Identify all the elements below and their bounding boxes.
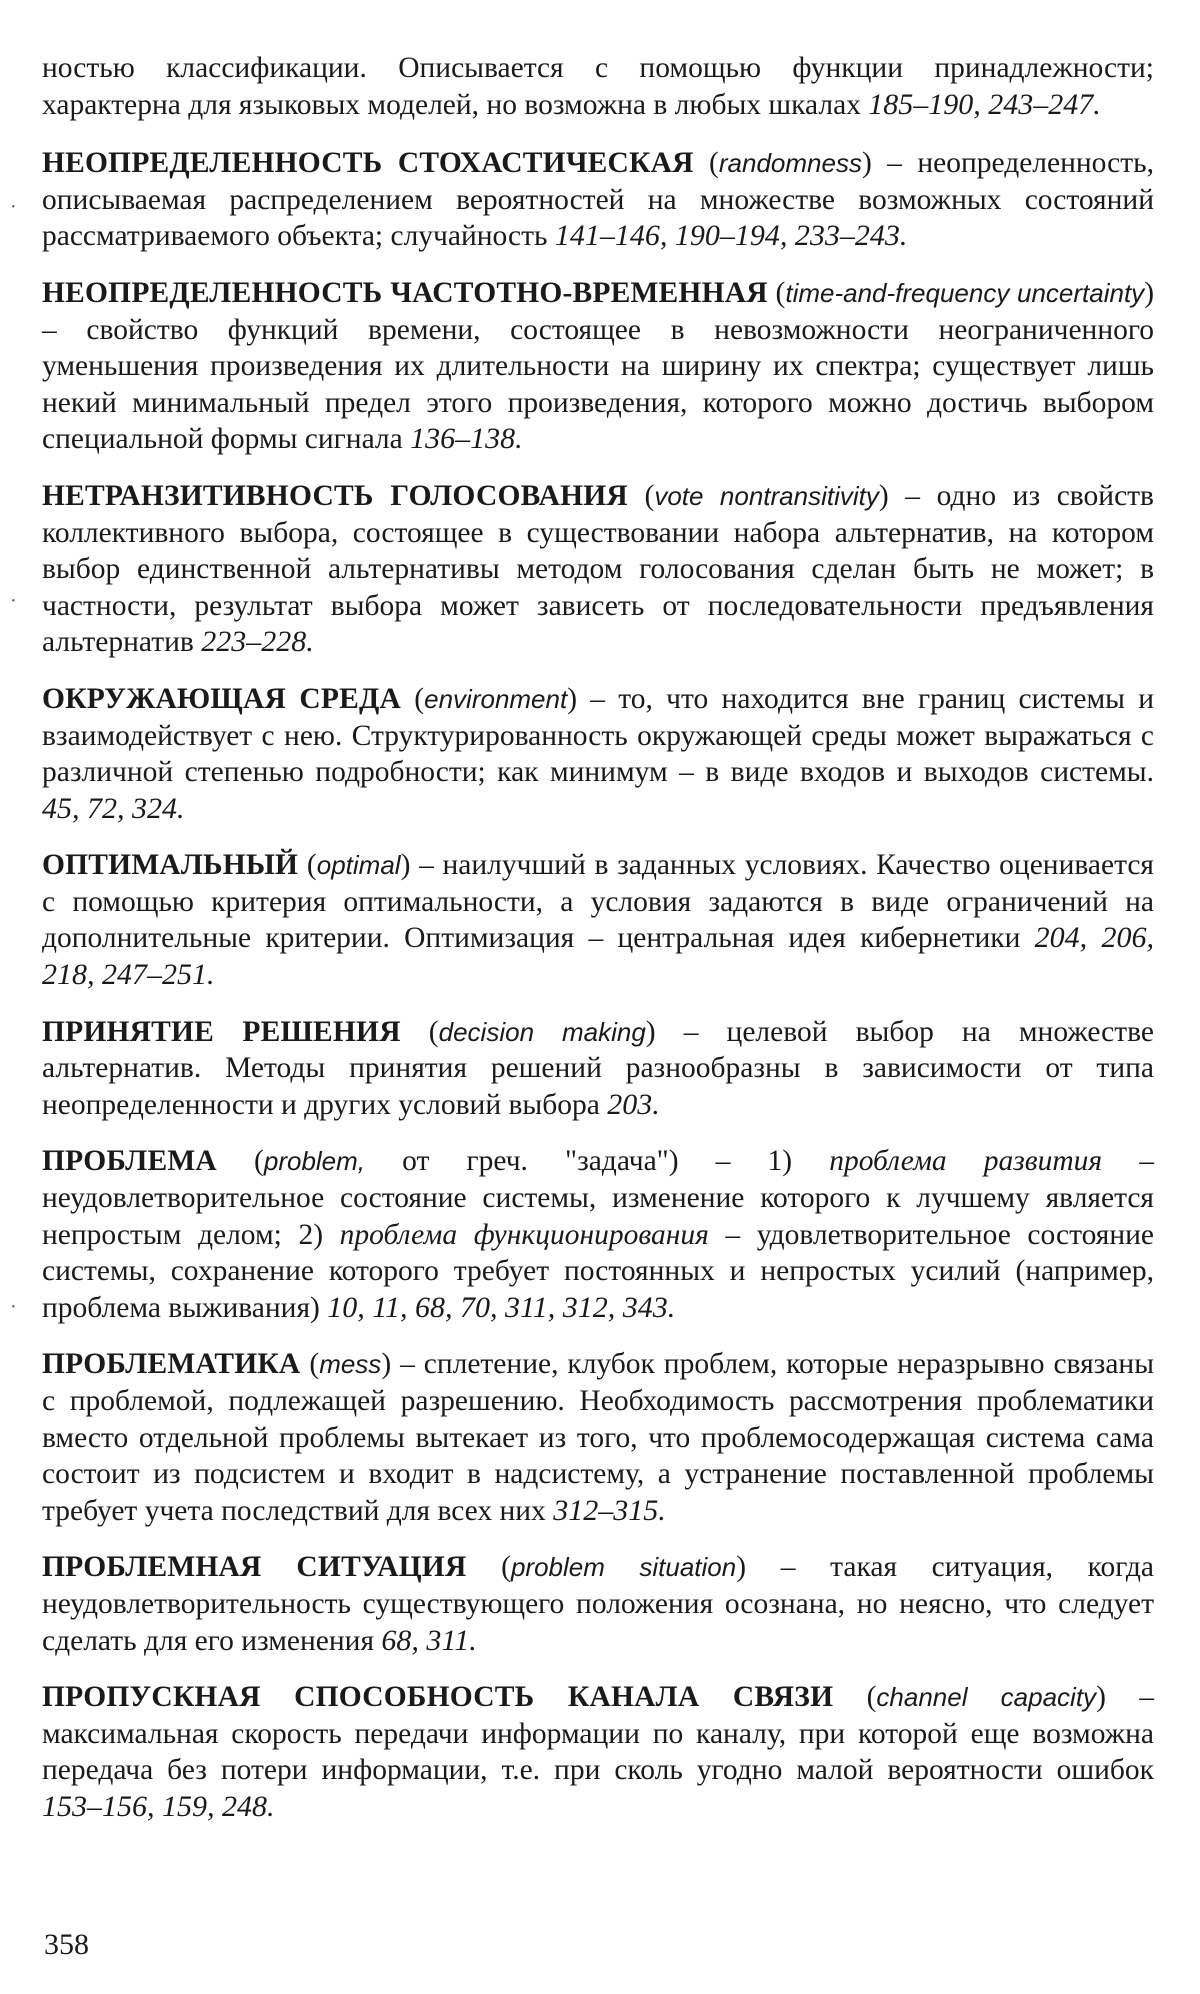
entry-english-term: vote nontransitivity [654, 480, 879, 511]
entry-term: ПРОБЛЕМА [42, 1145, 217, 1178]
entry-english-term: optimal [316, 850, 401, 881]
entry-definition-part: – неудовлетворительное состояние системы, изменение которого к лучшему является непростым делом; 2) [42, 1145, 1155, 1251]
page-references: 223–228. [201, 625, 314, 659]
entry-english-term: environment [424, 683, 568, 714]
entry-term: НЕТРАНЗИТИВНОСТЬ ГОЛОСОВАНИЯ [42, 479, 628, 512]
margin-mark: · [10, 590, 17, 612]
entry-definition: – наилучший в заданных условиях. Качество оценивается с помощью критерия оптимальности, а условия задаются в виде ограничений на дополнительные критерии. Оптимизация – центральная идея кибернетики [42, 849, 1155, 955]
entry-term: ОПТИМАЛЬНЫЙ [42, 849, 299, 882]
page-references: 204, 206, 218, 247–251. [42, 921, 1155, 992]
entry-text: ностью классификации. Описывается с помощью функции принадлежности; характерна для языковых моделей, но возможна в любых шкалах [42, 52, 1154, 121]
entry-english-term: time-and-frequency uncertainty [785, 277, 1145, 308]
entry-english-term: randomness [718, 148, 862, 179]
page-references: 185–190, 243–247. [868, 87, 1101, 121]
entry-definition-part: – удовлетворительное состояние системы, сохранение которого требует постоянных и непростых усилий (например, проблема выживания) [42, 1218, 1154, 1324]
entry-continuation [42, 50, 1154, 123]
entry-definition: – максимальная скорость передачи информации по каналу, при которой еще возможна передача без потери информации, т.е. при сколь угодно малой вероятности ошибок [42, 1681, 1154, 1787]
page-references: 68, 311. [381, 1623, 477, 1657]
entry-term: НЕОПРЕДЕЛЕННОСТЬ ЧАСТОТНО-ВРЕМЕННАЯ [42, 276, 768, 309]
entry-term: ПРИНЯТИЕ РЕШЕНИЯ [42, 1015, 401, 1048]
entry-english-term: problem situation [510, 1552, 737, 1583]
entry-term: ПРОБЛЕМНАЯ СИТУАЦИЯ [42, 1551, 467, 1584]
entry-english-term: mess [319, 1349, 382, 1380]
entry-definition: – то, что находится вне границ системы и взаимодействует с нею. Структурированность окружающей среды может выражаться с различной степенью подробности; как минимум – в виде входов и выходов системы. [42, 682, 1155, 789]
entry-term: ПРОПУСКНАЯ СПОСОБНОСТЬ КАНАЛА СВЯЗИ [42, 1681, 834, 1714]
entry-english-term: channel capacity [876, 1682, 1097, 1713]
entry-term: НЕОПРЕДЕЛЕННОСТЬ СТОХАСТИЧЕСКАЯ [42, 147, 694, 180]
entry-definition: – одно из свойств коллективного выбора, состоящее в существовании набора альтернатив, на котором выбор единственной альтернативы методом голосования сделан быть не может; в частности, результат выбора может зависеть от последовательности предъявления альтернатив [42, 479, 1154, 659]
entry-definition: – неопределенность, описываемая распределением вероятностей на множестве возможных состояний рассматриваемого объекта; случайность [42, 147, 1154, 253]
entry-english-term: decision making [438, 1016, 646, 1047]
margin-mark: · [10, 196, 17, 218]
page-references: 136–138. [410, 422, 523, 456]
entry-definition: – сплетение, клубок проблем, которые неразрывно связаны с проблемой, подлежащей разрешению. Необходимость рассмотрения проблематики вместо отдельной проблемы вытекает из того, что проблемосодержащая система сама состоит из подсистем и входит в надсистему, а устранение поставленной проблемы требует учета последствий для всех них [42, 1348, 1155, 1527]
entry-environment: ОКРУЖАЮЩАЯ СРЕДА (environment) – то, что находится вне границ системы и взаимодействует с нею. Структурированность окружающей среды может выражаться с различной степенью подробности; как минимум – в виде входов и выходов системы. 45, 72, 324. [42, 682, 1155, 825]
page-references: 45, 72, 324. [42, 791, 185, 825]
page-references: 10, 11, 68, 70, 311, 312, 343. [327, 1290, 676, 1324]
entry-decision-making: ПРИНЯТИЕ РЕШЕНИЯ (decision making) – целевой выбор на множестве альтернатив. Методы принятия решений разнообразны в зависимости от типа неопределенности и других условий выбора 203. [42, 1015, 1155, 1121]
entry-stochastic-uncertainty: НЕОПРЕДЕЛЕННОСТЬ СТОХАСТИЧЕСКАЯ (randomness) – неопределенность, описываемая распределением вероятностей на множестве возможных состояний рассматриваемого объекта; случайность 141–146, 190–194, 233–243. [42, 147, 1154, 253]
page-references: 312–315. [553, 1493, 666, 1527]
page-references: 203. [607, 1087, 660, 1121]
entry-english-term: problem, [263, 1146, 366, 1177]
entry-subterm: проблема функционирования [339, 1218, 709, 1251]
entry-term: ПРОБЛЕМАТИКА [42, 1348, 301, 1381]
entry-channel-capacity: ПРОПУСКНАЯ СПОСОБНОСТЬ КАНАЛА СВЯЗИ (channel capacity) – максимальная скорость передачи информации по каналу, при которой еще возможна передача без потери информации, т.е. при сколь угодно малой вероятности ошибок 153–156, 159, 248. [42, 1681, 1154, 1823]
entry-vote-nontransitivity: НЕТРАНЗИТИВНОСТЬ ГОЛОСОВАНИЯ (vote nontransitivity) – одно из свойств коллективного выбора, состоящее в существовании набора альтернатив, на котором выбор единственной альтернативы методом голосования сделан быть не может; в частности, результат выбора может зависеть от последовательности предъявления альтернатив 223–228. [42, 479, 1154, 659]
entry-time-frequency-uncertainty: НЕОПРЕДЕЛЕННОСТЬ ЧАСТОТНО-ВРЕМЕННАЯ (time-and-frequency uncertainty) – свойство функций времени, состоящее в невозможности неограниченного уменьшения произведения их длительности на ширину их спектра; существует лишь некий минимальный предел этого произведения, которого можно достичь выбором специальной формы сигнала 136–138. [42, 276, 1155, 456]
page-references: 153–156, 159, 248. [42, 1789, 275, 1823]
entry-term: ОКРУЖАЮЩАЯ СРЕДА [42, 682, 402, 715]
entry-definition: – такая ситуация, когда неудовлетворительность существующего положения осознана, но неясно, что следует сделать для его изменения [42, 1551, 1154, 1657]
entry-problem-situation: ПРОБЛЕМНАЯ СИТУАЦИЯ (problem situation) – такая ситуация, когда неудовлетворительность существующего положения осознана, но неясно, что следует сделать для его изменения 68, 311. [42, 1551, 1154, 1657]
margin-mark: · [10, 1296, 17, 1318]
entry-problem: ПРОБЛЕМА (problem, от греч. "задача") – 1) проблема развития – неудовлетворительное состояние системы, изменение которого к лучшему является непростым делом; 2) проблема функционирования – удовлетворительное состояние системы, сохранение которого требует постоянных и непростых усилий (например, проблема выживания) 10, 11, 68, 70, 311, 312, 343. [42, 1145, 1155, 1324]
entry-mess: ПРОБЛЕМАТИКА (mess) – сплетение, клубок проблем, которые неразрывно связаны с проблемой, подлежащей разрешению. Необходимость рассмотрения проблематики вместо отдельной проблемы вытекает из того, что проблемосодержащая система сама состоит из подсистем и входит в надсистему, а устранение поставленной проблемы требует учета последствий для всех них 312–315. [42, 1348, 1155, 1527]
entry-definition-part: от греч. "задача") – 1) [365, 1145, 830, 1178]
entry-definition: – свойство функций времени, состоящее в невозможности неограниченного уменьшения произведения их длительности на ширину их спектра; существует лишь некий минимальный предел этого произведения, которого можно достичь выбором специальной формы сигнала [42, 313, 1154, 456]
page-number: 358 [44, 1928, 89, 1961]
entry-definition: – целевой выбор на множестве альтернатив. Методы принятия решений разнообразны в зависимости от типа неопределенности и других условий выбора [42, 1015, 1155, 1121]
entry-subterm: проблема развития [829, 1145, 1103, 1178]
page-references: 141–146, 190–194, 233–243. [554, 219, 908, 253]
dictionary-page [42, 50, 1154, 1846]
entry-optimal: ОПТИМАЛЬНЫЙ (optimal) – наилучший в заданных условиях. Качество оценивается с помощью критерия оптимальности, а условия задаются в виде ограничений на дополнительные критерии. Оптимизация – центральная идея кибернетики 204, 206, 218, 247–251. [42, 849, 1155, 992]
